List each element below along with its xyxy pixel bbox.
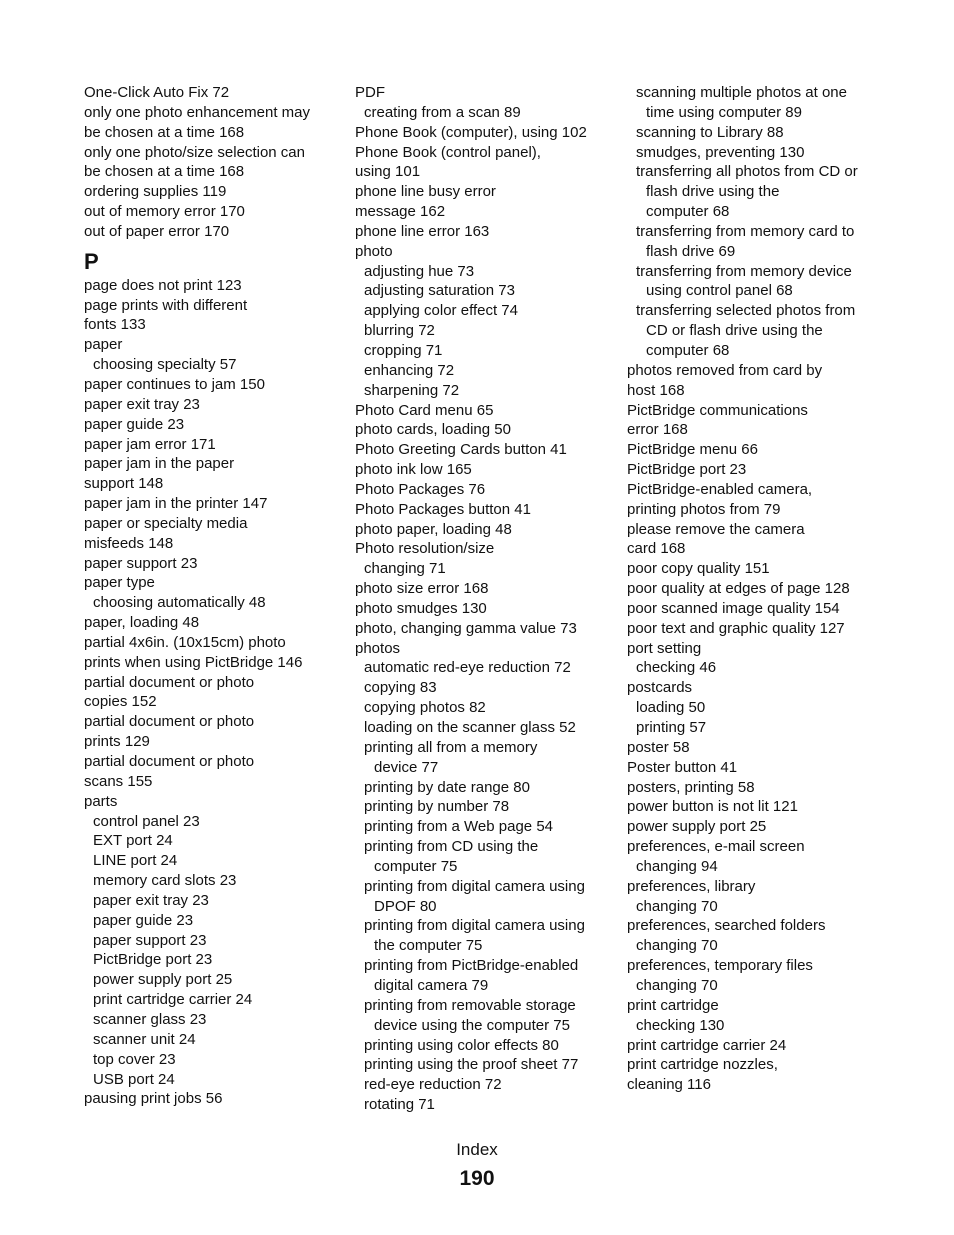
index-subentry: copying 83: [364, 679, 437, 697]
index-entry: partial document or photo: [84, 753, 255, 770]
index-entry-continuation: device 77: [374, 758, 439, 776]
index-letter-heading: P: [84, 248, 99, 274]
index-entry: prints when using PictBridge 146: [84, 653, 303, 671]
index-subentry: transferring selected photos from: [636, 302, 856, 320]
index-subentry: creating from a scan 89: [364, 103, 521, 121]
index-entry: photo smudges 130: [355, 599, 487, 617]
index-entry: paper, loading 48: [84, 614, 200, 632]
footer-section-label: Index: [456, 1140, 498, 1159]
index-subentry: smudges, preventing 130: [636, 143, 805, 161]
index-entry-continuation: computer 75: [374, 857, 458, 875]
index-subentry: changing 70: [636, 897, 718, 915]
index-entry: host 168: [627, 381, 685, 399]
index-subentry: scanning multiple photos at one: [636, 84, 847, 101]
index-entry: support 148: [84, 475, 164, 493]
index-entry: Phone Book (computer), using 102: [355, 123, 587, 141]
index-entry: only one photo enhancement may: [84, 103, 310, 121]
index-subentry: applying color effect 74: [364, 302, 518, 320]
index-entry: Photo Greeting Cards button 41: [355, 441, 567, 459]
index-entry-continuation: computer 68: [646, 203, 730, 221]
index-entry-continuation: time using computer 89: [646, 103, 802, 121]
index-entry-continuation: device using the computer 75: [374, 1016, 570, 1034]
index-entry: paper guide 23: [84, 415, 185, 433]
index-entry: PDF: [355, 84, 385, 101]
index-entry: photo ink low 165: [355, 461, 472, 479]
index-subentry: changing 70: [636, 976, 718, 994]
index-entry-continuation: flash drive using the: [646, 183, 780, 201]
index-entry: misfeeds 148: [84, 534, 174, 552]
index-subentry: loading 50: [636, 699, 706, 717]
index-entry: poor copy quality 151: [627, 560, 770, 578]
index-entry: power button is not lit 121: [627, 798, 798, 816]
index-entry: PictBridge-enabled camera,: [627, 480, 813, 498]
index-subentry: control panel 23: [93, 812, 200, 830]
page-number: 190: [459, 1167, 495, 1190]
index-entry: Photo Card menu 65: [355, 401, 494, 419]
index-column-3: [627, 83, 887, 1095]
index-subentry: red-eye reduction 72: [364, 1076, 502, 1094]
index-subentry: EXT port 24: [93, 832, 173, 850]
index-entry: phone line error 163: [355, 222, 490, 240]
index-entry: out of memory error 170: [84, 203, 245, 221]
index-entry: paper or specialty media: [84, 514, 248, 532]
index-entry: please remove the camera: [627, 520, 805, 538]
index-subentry: rotating 71: [364, 1096, 435, 1114]
index-subentry: printing from a Web page 54: [364, 818, 554, 836]
index-entry: message 162: [355, 203, 446, 221]
index-subentry: adjusting saturation 73: [364, 282, 515, 300]
index-entry: Poster button 41: [627, 758, 738, 776]
index-subentry: printing using color effects 80: [364, 1036, 559, 1054]
index-subentry: adjusting hue 73: [364, 262, 475, 280]
index-entry: error 168: [627, 421, 688, 439]
index-entry: paper support 23: [84, 554, 198, 572]
index-entry-continuation: CD or flash drive using the: [646, 322, 823, 340]
index-subentry: checking 46: [636, 659, 717, 677]
index-subentry: transferring from memory card to: [636, 222, 855, 240]
index-entry: preferences, searched folders: [627, 917, 826, 935]
index-subentry: sharpening 72: [364, 381, 460, 399]
index-entry: poster 58: [627, 738, 690, 756]
index-subentry: automatic red-eye reduction 72: [364, 659, 571, 677]
index-subentry: USB port 24: [93, 1070, 175, 1088]
index-entry: print cartridge nozzles,: [627, 1056, 778, 1074]
index-column-1: [84, 83, 339, 1109]
index-entry-continuation: DPOF 80: [374, 897, 437, 915]
index-entry-continuation: digital camera 79: [374, 976, 489, 994]
index-entry: power supply port 25: [627, 818, 767, 836]
index-subentry: printing by number 78: [364, 798, 510, 816]
index-subentry: blurring 72: [364, 322, 435, 340]
index-entry: PictBridge menu 66: [627, 441, 758, 459]
index-subentry: printing using the proof sheet 77: [364, 1056, 579, 1074]
index-entry: preferences, temporary files: [627, 957, 813, 975]
index-entry: prints 129: [84, 733, 150, 751]
index-entry: PictBridge communications: [627, 401, 808, 419]
index-subentry: printing all from a memory: [364, 738, 538, 756]
index-entry: photo cards, loading 50: [355, 421, 511, 439]
index-subentry: paper support 23: [93, 931, 207, 949]
index-subentry: transferring from memory device: [636, 262, 852, 280]
index-subentry: paper exit tray 23: [93, 891, 209, 909]
index-subentry: choosing specialty 57: [93, 356, 237, 374]
index-entry: using 101: [355, 163, 421, 181]
index-entry: port setting: [627, 639, 702, 657]
index-entry: photos removed from card by: [627, 361, 823, 379]
index-entry: fonts 133: [84, 316, 146, 334]
index-subentry: changing 71: [364, 560, 446, 578]
index-entry: card 168: [627, 540, 686, 558]
index-subentry: scanner unit 24: [93, 1030, 196, 1048]
index-entry: postcards: [627, 679, 693, 697]
index-entry: preferences, e-mail screen: [627, 838, 805, 856]
index-entry: phone line busy error: [355, 183, 496, 201]
index-entry: partial document or photo: [84, 673, 255, 691]
index-subentry: printing from CD using the: [364, 838, 539, 856]
index-subentry: enhancing 72: [364, 361, 455, 379]
index-subentry: copying photos 82: [364, 699, 486, 717]
index-subentry: power supply port 25: [93, 971, 233, 989]
index-subentry: printing by date range 80: [364, 778, 530, 796]
index-subentry: print cartridge carrier 24: [93, 991, 253, 1009]
index-entry: One-Click Auto Fix 72: [84, 84, 230, 101]
index-entry: paper exit tray 23: [84, 395, 200, 413]
index-entry: be chosen at a time 168: [84, 123, 245, 141]
index-entry: page prints with different: [84, 296, 248, 314]
index-subentry: printing from removable storage: [364, 996, 576, 1014]
index-entry: poor quality at edges of page 128: [627, 580, 850, 598]
index-entry: scans 155: [84, 772, 153, 790]
index-entry: paper jam in the paper: [84, 455, 235, 473]
index-entry: photo: [355, 242, 393, 260]
index-column-2: [355, 83, 610, 1115]
index-entry: page does not print 123: [84, 276, 242, 294]
index-entry: partial 4x6in. (10x15cm) photo: [84, 633, 286, 651]
index-entry: printing photos from 79: [627, 500, 781, 518]
index-subentry: changing 70: [636, 937, 718, 955]
index-entry: paper jam in the printer 147: [84, 495, 268, 513]
index-entry-continuation: flash drive 69: [646, 242, 736, 260]
index-entry: paper jam error 171: [84, 435, 216, 453]
index-subentry: scanner glass 23: [93, 1010, 207, 1028]
index-entry: be chosen at a time 168: [84, 163, 245, 181]
index-subentry: checking 130: [636, 1016, 725, 1034]
index-entry: only one photo/size selection can: [84, 143, 305, 161]
index-subentry: paper guide 23: [93, 911, 194, 929]
index-subentry: cropping 71: [364, 341, 443, 359]
index-entry: photo paper, loading 48: [355, 520, 512, 538]
index-subentry: scanning to Library 88: [636, 123, 784, 141]
index-entry: Photo Packages 76: [355, 480, 486, 498]
index-entry: out of paper error 170: [84, 222, 230, 240]
index-subentry: top cover 23: [93, 1050, 176, 1068]
index-entry: paper continues to jam 150: [84, 375, 265, 393]
index-entry: cleaning 116: [627, 1076, 711, 1094]
index-entry: pausing print jobs 56: [84, 1090, 223, 1108]
index-entry: posters, printing 58: [627, 778, 755, 796]
index-subentry: PictBridge port 23: [93, 951, 213, 969]
index-entry: poor text and graphic quality 127: [627, 619, 845, 637]
index-entry: photo size error 168: [355, 580, 489, 598]
index-entry-continuation: computer 68: [646, 341, 730, 359]
index-entry: poor scanned image quality 154: [627, 599, 840, 617]
index-subentry: transferring all photos from CD or: [636, 163, 858, 181]
index-subentry: LINE port 24: [93, 852, 178, 870]
index-subentry: changing 94: [636, 857, 718, 875]
index-entry: paper: [84, 336, 123, 354]
index-subentry: memory card slots 23: [93, 872, 237, 890]
index-entry: parts: [84, 792, 118, 810]
index-subentry: printing from PictBridge-enabled: [364, 957, 579, 975]
index-entry: Phone Book (control panel),: [355, 143, 541, 161]
index-entry: photo, changing gamma value 73: [355, 619, 577, 637]
index-entry: print cartridge: [627, 996, 719, 1014]
index-subentry: choosing automatically 48: [93, 594, 266, 612]
index-entry: partial document or photo: [84, 713, 255, 731]
index-subentry: printing from digital camera using: [364, 917, 585, 935]
index-entry-continuation: using control panel 68: [646, 282, 793, 300]
index-entry: paper type: [84, 574, 155, 592]
index-entry: photos: [355, 639, 401, 657]
index-entry: print cartridge carrier 24: [627, 1036, 787, 1054]
index-entry: ordering supplies 119: [84, 183, 227, 201]
index-entry: Photo resolution/size: [355, 540, 495, 558]
index-subentry: printing from digital camera using: [364, 877, 585, 895]
index-subentry: loading on the scanner glass 52: [364, 719, 576, 736]
index-entry: Photo Packages button 41: [355, 500, 531, 518]
index-entry: preferences, library: [627, 877, 756, 895]
index-entry-continuation: the computer 75: [374, 937, 483, 955]
index-subentry: printing 57: [636, 719, 707, 736]
index-entry: PictBridge port 23: [627, 461, 747, 479]
index-entry: copies 152: [84, 693, 157, 711]
